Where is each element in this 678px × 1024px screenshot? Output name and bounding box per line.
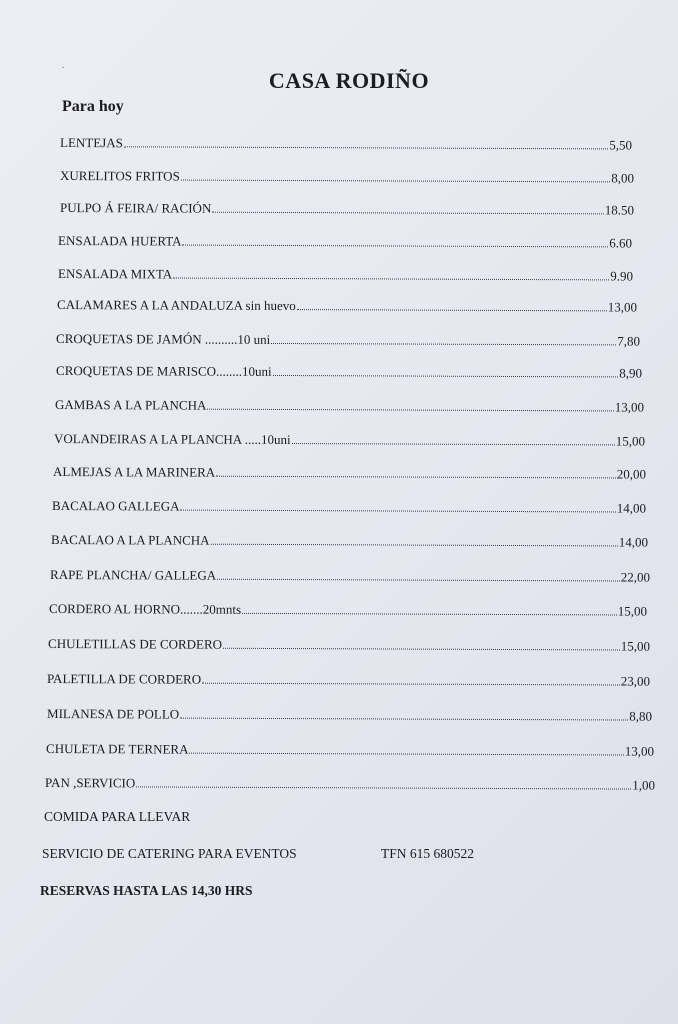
dot-leader [183,245,609,248]
menu-item [52,494,646,517]
menu-item-name: CROQUETAS DE JAMÓN ..........10 uni [56,331,271,347]
menu-item-name: PAN ,SERVICIO [45,775,136,791]
menu-item [47,702,652,725]
dot-leader [211,544,618,547]
menu-item-price: 13,00 [624,743,655,759]
speck-mark: . [62,60,65,70]
dot-leader [223,648,620,651]
menu-item-price: 18.50 [604,202,635,218]
menu-item-name: CORDERO AL HORNO.......20mnts [49,601,242,617]
menu-item [60,164,634,187]
menu-item-price: 8,90 [619,365,643,381]
menu-subtitle: Para hoy [62,98,124,115]
dot-leader [124,146,608,149]
menu-item-price: 22,00 [620,569,651,585]
dot-leader [202,683,620,686]
menu-item-name: ENSALADA HUERTA [58,233,182,249]
menu-item [49,597,647,620]
menu-item-name: GAMBAS A LA PLANCHA [55,397,207,413]
takeaway-note: COMIDA PARA LLEVAR [44,809,191,824]
dot-leader [212,212,603,215]
menu-item [47,667,650,690]
menu-item-name: VOLANDEIRAS A LA PLANCHA .....10uni [54,431,291,448]
menu-item-price: 1,00 [632,777,656,793]
menu-item-price: 13,00 [614,399,645,415]
dot-leader [271,343,616,346]
menu-item-price: 13,00 [607,299,638,315]
menu-item-price: 9.90 [610,268,634,284]
dot-leader [292,443,615,445]
dot-leader [180,510,615,513]
catering-note: SERVICIO DE CATERING PARA EVENTOS [42,846,297,861]
menu-item-price: 8,00 [611,170,635,186]
dot-leader [273,375,619,378]
menu-item-price: 20,00 [616,466,647,482]
menu-item [58,262,633,285]
menu-item [53,460,646,483]
dot-leader [189,753,623,756]
dot-leader [216,476,616,479]
menu-item-name: LENTEJAS [60,135,123,151]
dot-leader [242,613,617,616]
menu-item-name: ENSALADA MIXTA [58,266,173,282]
menu-item-name: RAPE PLANCHA/ GALLEGA [50,567,217,583]
menu-item-name: ALMEJAS A LA MARINERA [53,464,216,480]
dot-leader [180,718,628,721]
dot-leader [207,409,613,412]
menu-item [54,427,645,450]
menu-item-price: 15,00 [617,603,648,619]
menu-item-name: CHULETA DE TERNERA [46,741,189,757]
menu-item [48,632,650,655]
menu-item-price: 8,80 [629,708,653,724]
menu-item [55,393,644,416]
menu-item-price: 23,00 [620,673,651,689]
menu-item-name: CALAMARES A LA ANDALUZA sin huevo [57,297,296,314]
reservations-note: RESERVAS HASTA LAS 14,30 HRS [40,883,253,898]
menu-item-name: CROQUETAS DE MARISCO........10uni [56,363,272,379]
restaurant-title: CASA RODIÑO [268,68,430,93]
menu-item-price: 14,00 [618,534,649,550]
menu-item [56,327,640,350]
menu-item-price: 7,80 [617,333,641,349]
menu-item [56,359,642,382]
menu-item-name: MILANESA DE POLLO [47,706,180,722]
menu-item [45,771,655,794]
menu-item-price: 5,50 [609,137,633,153]
dot-leader [173,278,609,281]
menu-item-name: CHULETILLAS DE CORDERO [48,636,223,652]
menu-item-name: PALETILLA DE CORDERO [47,671,202,687]
menu-item-name: BACALAO A LA PLANCHA [51,532,210,548]
menu-item-price: 15,00 [620,638,651,654]
menu-item-price: 6.60 [609,235,633,251]
dot-leader [297,309,607,311]
menu-item [57,293,637,316]
menu-item-name: PULPO Á FEIRA/ RACIÓN [60,200,212,216]
dot-leader [217,579,620,582]
menu-item [46,737,654,760]
menu-item [60,131,632,153]
menu-item [51,528,648,551]
menu-item-name: BACALAO GALLEGA [52,498,180,514]
menu-item [60,196,634,219]
menu-item [58,229,632,252]
phone-number: TFN 615 680522 [381,846,475,861]
menu-item-price: 14,00 [616,500,647,516]
dot-leader [136,786,631,789]
menu-item-name: XURELITOS FRITOS [60,168,180,184]
menu-item-price: 15,00 [615,433,646,449]
menu-item [50,563,650,586]
dot-leader [181,180,610,183]
